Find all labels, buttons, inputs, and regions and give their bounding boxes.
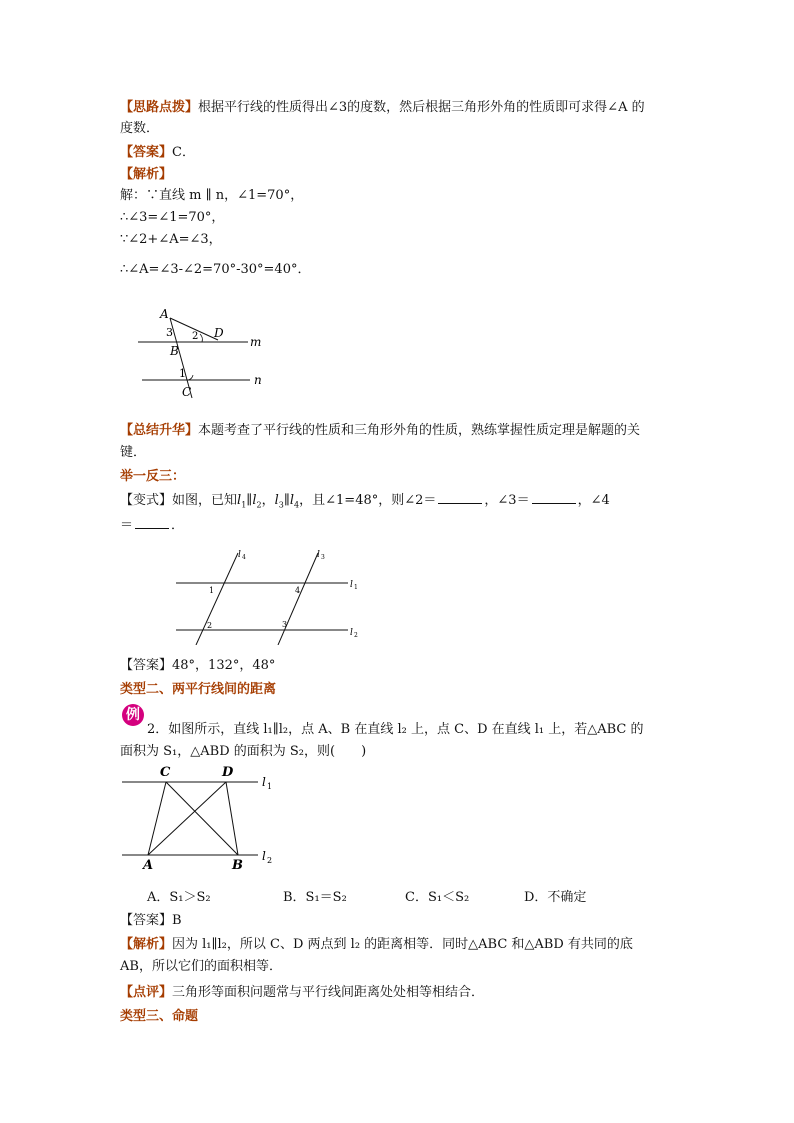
- variant-l2: l: [252, 493, 257, 508]
- label-l3: l: [317, 550, 320, 560]
- comment-text: 三角形等面积问题常与平行线间距离处处相等相结合．: [172, 985, 485, 1000]
- label-angle-3: 3: [282, 620, 288, 629]
- label-l1: l: [350, 580, 353, 590]
- figure-triangle-parallel: [130, 300, 280, 404]
- comment: [120, 983, 484, 1003]
- hint-line-2: 度数．: [120, 121, 160, 136]
- hint-line-1: [120, 98, 645, 118]
- segment-ca: [148, 782, 166, 855]
- figure-1-svg: [130, 300, 280, 400]
- answer-2: [120, 656, 275, 676]
- option-c[interactable]: C．S₁＜S₂: [405, 890, 470, 905]
- variant-text-d: ，∠4: [577, 493, 610, 508]
- analysis-1-line-1: 解：∵直线 m ∥ n，∠1=70°，: [120, 188, 304, 203]
- variant-s1: 1: [241, 500, 247, 510]
- analysis-3-text-1: 因为 l₁∥l₂，所以 C、D 两点到 l₂ 的距离相等．同时△ABC 和△ABD 有共同的底: [172, 937, 633, 952]
- variant-par1: ∥: [246, 493, 253, 508]
- answer-3: [120, 911, 182, 931]
- label-d: D: [222, 765, 234, 780]
- variant-par2: ∥: [283, 493, 290, 508]
- variant-s3: 3: [278, 500, 284, 510]
- option-a[interactable]: A．S₁＞S₂: [147, 890, 211, 905]
- analysis-3-line-2: AB，所以它们的面积相等．: [120, 959, 282, 974]
- line-l3: [278, 553, 318, 645]
- variant-text-a: 如图，已知: [172, 493, 238, 508]
- answer-1-tag: 【答案】: [120, 145, 173, 160]
- label-angle-2: 2: [207, 621, 213, 630]
- label-n: n: [254, 373, 262, 387]
- summary-line-2: 键．: [120, 445, 147, 460]
- label-l2: l: [350, 628, 353, 638]
- label-b: B: [232, 858, 243, 872]
- summary-line-1: [120, 421, 640, 441]
- answer-2-value: 48°，132°，48°: [172, 658, 276, 673]
- label-l3-sub: 3: [321, 554, 325, 561]
- answer-1-value: C．: [172, 145, 195, 160]
- segment-cb: [166, 782, 238, 855]
- option-b[interactable]: B．S₁＝S₂: [283, 890, 347, 905]
- label-l1-sub: 1: [354, 584, 358, 591]
- label-c: C: [182, 385, 192, 399]
- variant-eq: ＝: [120, 518, 134, 533]
- analysis-3-tag: 【解析】: [120, 937, 173, 952]
- label-1: 1: [179, 367, 186, 380]
- blank-angle-2[interactable]: [438, 491, 482, 504]
- variant-s4: 4: [294, 500, 300, 510]
- answer-3-tag: 【答案】: [120, 913, 173, 928]
- example-line-2: 面积为 S₁，△ABD 的面积为 S₂，则( ): [120, 744, 367, 759]
- label-3: 3: [166, 326, 173, 339]
- blank-angle-4[interactable]: [135, 516, 169, 529]
- figure-four-lines: [168, 545, 368, 649]
- label-b: B: [170, 344, 179, 358]
- blank-angle-3[interactable]: [532, 491, 576, 504]
- analysis-1-line-4: ∴∠A=∠3-∠2=70°-30°=40°．: [120, 262, 311, 277]
- figure-3-svg: [118, 762, 288, 872]
- variant-text-b: ，且∠1=48°，则∠2＝: [299, 493, 437, 508]
- answer-3-value: B: [172, 913, 182, 928]
- label-m: m: [250, 335, 262, 349]
- summary-tag: 【总结升华】: [120, 423, 199, 438]
- label-l1: l: [262, 775, 266, 789]
- practice-title: 举一反三：: [120, 469, 186, 484]
- line-l4: [196, 553, 238, 645]
- section-type-3: 类型三、命题: [120, 1009, 199, 1024]
- angle-1-arc: [188, 375, 193, 380]
- variant-text-c: ，∠3＝: [484, 493, 530, 508]
- answer-1: [120, 143, 195, 163]
- angle-2-arc: [200, 334, 202, 342]
- hint-tag: 【思路点拨】: [120, 100, 199, 115]
- label-l1-sub: 1: [267, 782, 273, 791]
- example-badge: 例: [122, 704, 144, 726]
- figure-2-svg: [168, 545, 368, 645]
- variant-l4: l: [289, 493, 295, 508]
- variant-l3: l: [274, 493, 279, 508]
- summary-text-1: 本题考查了平行线的性质和三角形外角的性质，熟练掌握性质定理是解题的关: [198, 423, 641, 438]
- variant-s2: 2: [256, 500, 262, 510]
- variant-line-2: [120, 516, 184, 536]
- comment-tag: 【点评】: [120, 985, 173, 1000]
- example-line-1: 2．如图所示，直线 l₁∥l₂，点 A、B 在直线 l₂ 上，点 C、D 在直线 l₁ 上，若△ABC 的: [147, 722, 644, 737]
- label-l4-sub: 4: [242, 554, 246, 561]
- hint-text-1: 根据平行线的性质得出∠3的度数，然后根据三角形外角的性质即可求得∠A 的: [198, 100, 645, 115]
- label-angle-1: 1: [209, 586, 215, 595]
- variant-tag: 【变式】: [120, 493, 173, 508]
- option-d[interactable]: D．不确定: [524, 890, 587, 905]
- label-2: 2: [192, 331, 199, 342]
- variant-end: ．: [171, 518, 185, 533]
- label-l2-sub: 2: [267, 856, 273, 865]
- segment-da: [148, 782, 226, 855]
- variant-line-1: [120, 491, 610, 516]
- analysis-1-tag-text: 【解析】: [120, 167, 173, 182]
- figure-two-triangles: [118, 762, 288, 876]
- label-a: A: [143, 858, 154, 872]
- analysis-3-line-1: [120, 935, 633, 955]
- label-angle-4: 4: [295, 586, 301, 595]
- analysis-1-tag: [120, 165, 172, 185]
- label-l4: l: [238, 550, 241, 560]
- label-l2: l: [262, 849, 266, 863]
- variant-l1: l: [237, 493, 242, 508]
- answer-2-tag: 【答案】: [120, 658, 173, 673]
- label-d: D: [214, 326, 224, 340]
- section-type-2: 类型二、两平行线间的距离: [120, 682, 277, 697]
- label-l2-sub: 2: [354, 632, 358, 639]
- label-a: A: [160, 307, 169, 321]
- analysis-1-line-2: ∴∠3=∠1=70°，: [120, 210, 225, 225]
- variant-comma: ，: [261, 493, 275, 508]
- analysis-1-line-3: ∵∠2+∠A=∠3，: [120, 232, 222, 247]
- label-c: C: [160, 765, 171, 780]
